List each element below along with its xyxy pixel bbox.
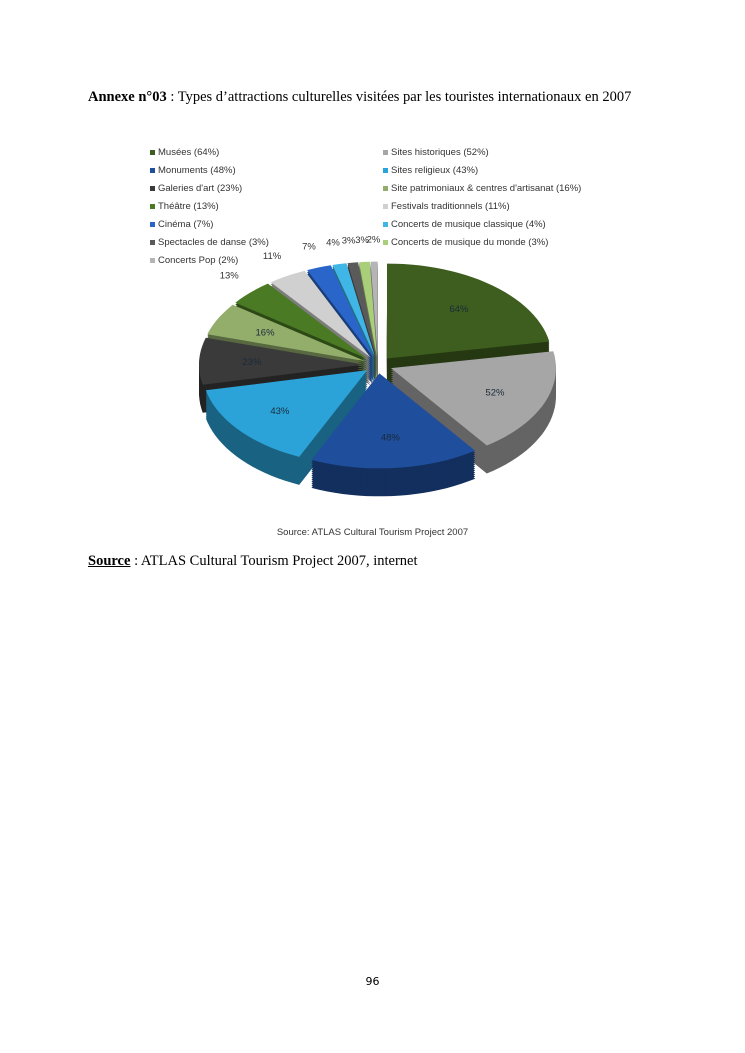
annex-caption: : Types d’attractions culturelles visitées par les touristes internationaux en 2007 [166, 89, 632, 105]
data-label: 43% [270, 405, 290, 417]
legend-label: Monuments (48%) [158, 165, 236, 176]
legend-item [383, 201, 510, 212]
data-label: 2% [366, 234, 381, 246]
legend-swatch [383, 204, 388, 209]
data-label: 3% [341, 235, 356, 247]
legend-item [150, 219, 213, 230]
legend-item [150, 183, 242, 194]
data-label: 48% [380, 432, 400, 444]
legend-label: Théâtre (13%) [158, 201, 219, 212]
legend-item [383, 165, 478, 176]
legend-item [150, 237, 269, 248]
legend-item [150, 147, 219, 158]
legend-swatch [150, 168, 155, 173]
legend-label: Concerts de musique classique (4%) [391, 219, 546, 230]
legend-label: Site patrimoniaux & centres d'artisanat (16%) [391, 183, 582, 194]
legend-swatch [150, 240, 155, 245]
legend-swatch [150, 222, 155, 227]
legend-swatch [383, 186, 388, 191]
source-line [88, 553, 418, 570]
chart-source-note: Source: ATLAS Cultural Tourism Project 2007 [276, 527, 469, 538]
page-number: 96 [365, 975, 380, 988]
legend-label: Musées (64%) [158, 147, 220, 158]
data-label: 13% [219, 270, 239, 282]
legend-swatch [150, 204, 155, 209]
legend-swatch [150, 258, 155, 263]
legend-item [383, 183, 581, 194]
legend-swatch [383, 150, 388, 155]
legend-label: Spectacles de danse (3%) [158, 237, 269, 248]
annex-title [88, 89, 631, 106]
legend-label: Festivals traditionnels (11%) [391, 201, 510, 212]
data-label: 52% [485, 387, 505, 399]
legend-swatch [150, 150, 155, 155]
legend-swatch [150, 186, 155, 191]
data-label: 64% [449, 303, 469, 315]
legend-label: Concerts de musique du monde (3%) [391, 237, 549, 248]
data-label: 4% [326, 237, 340, 249]
legend-item [383, 219, 546, 230]
legend-item [150, 201, 219, 212]
legend-item [150, 165, 236, 176]
legend-swatch [383, 240, 388, 245]
source-text: : ATLAS Cultural Tourism Project 2007, internet [130, 553, 418, 569]
data-label: 3% [355, 234, 370, 246]
data-label: 7% [302, 241, 316, 253]
legend-label: Galeries d'art (23%) [158, 183, 243, 194]
legend-label: Sites historiques (52%) [391, 147, 489, 158]
annex-number: Annexe n°03 [88, 89, 167, 105]
legend-label: Concerts Pop (2%) [158, 255, 239, 266]
source-label: Source [88, 553, 131, 569]
data-label: 16% [255, 327, 275, 339]
data-label: 23% [242, 357, 262, 369]
data-label: 11% [262, 251, 282, 263]
legend-label: Cinéma (7%) [158, 219, 214, 230]
legend-swatch [383, 168, 388, 173]
legend-item [383, 237, 548, 248]
legend-item [383, 147, 489, 158]
legend-swatch [383, 222, 388, 227]
legend-label: Sites religieux (43%) [391, 165, 479, 176]
